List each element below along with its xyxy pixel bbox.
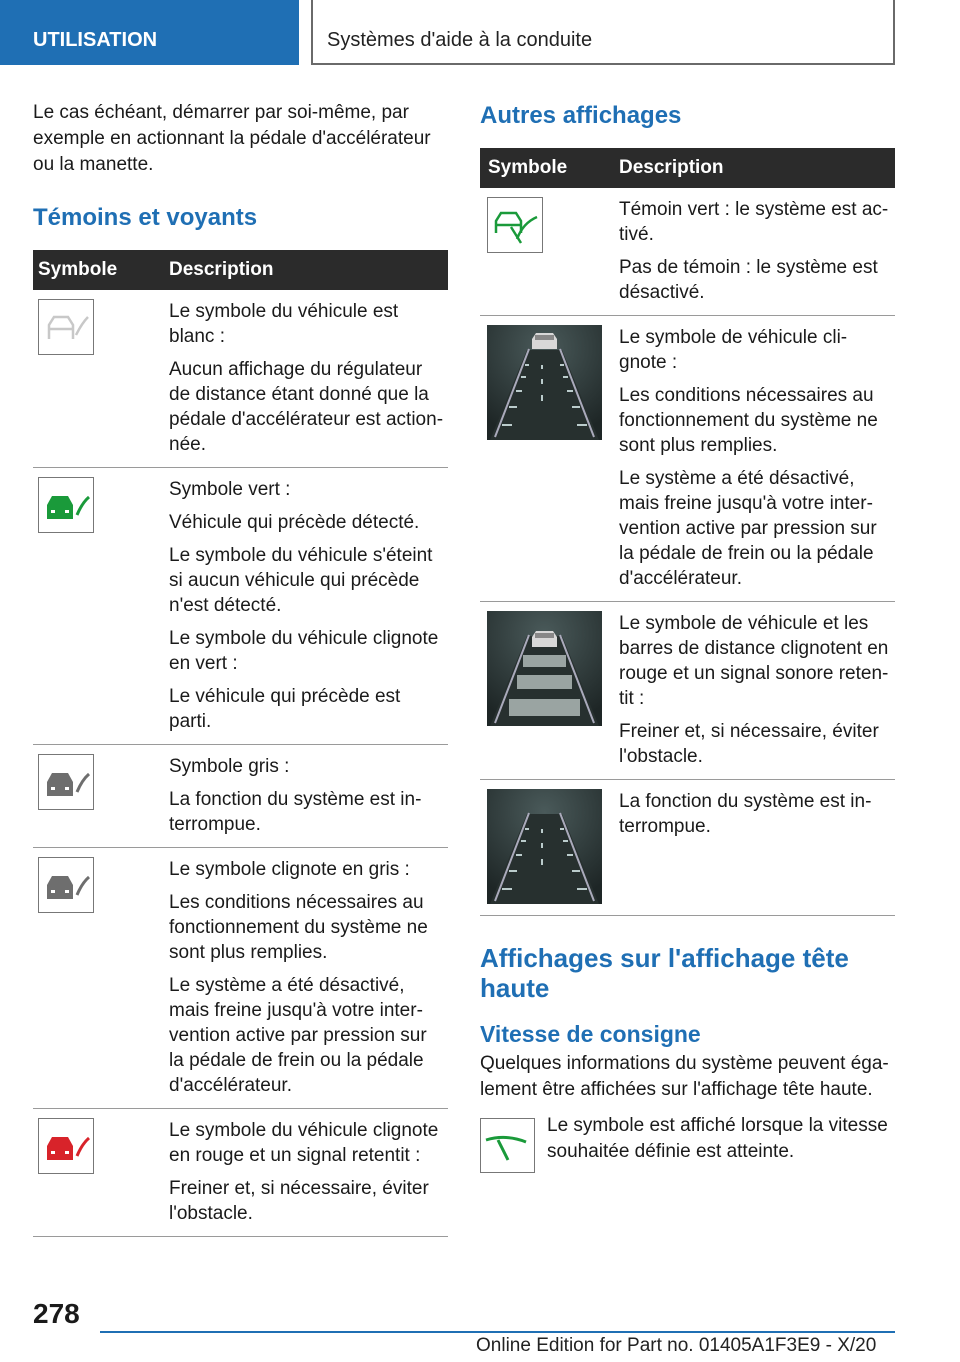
row-line: Pas de témoin : le système est désactivé. (619, 257, 878, 303)
row-line: Le système a été désactivé, mais freine jusqu'à votre inter-vention active par pression sur la pédale de frein ou la pédale d'accélérateur. (619, 468, 877, 589)
row-line: Le système a été désactivé, mais freine jusqu'à votre inter-vention active par pression sur la pédale de frein ou la pédale d'accélérateur. (169, 975, 427, 1096)
table-row (33, 468, 448, 745)
vehicle-blink-display-icon (487, 325, 602, 440)
row-line: Le symbole du véhicule s'éteint si aucun véhicule qui précède n'est détecté. (169, 545, 433, 616)
hud-note (480, 1113, 895, 1173)
col-header-description: Description (619, 148, 895, 188)
row-line: Freiner et, si nécessaire, éviter l'obstacle. (619, 721, 879, 767)
chapter-title: Systèmes d'aide à la conduite (327, 29, 593, 51)
right-column (480, 96, 895, 1173)
table-row (33, 745, 448, 848)
col-header-symbol: Symbole (33, 250, 169, 290)
table-row (33, 290, 448, 468)
row-line: Le symbole de véhicule cli-gnote : (619, 327, 848, 373)
table-row (480, 316, 895, 602)
row-line: La fonction du système est in-terrompue. (169, 789, 422, 835)
row-line: Le symbole du véhicule clignote en vert : (169, 628, 439, 674)
col-header-description: Description (169, 250, 448, 290)
section-title: UTILISATION (33, 29, 158, 51)
section-tab (0, 0, 299, 65)
vehicle-grey-blink-icon (38, 857, 94, 913)
chapter-tab (311, 0, 895, 65)
row-line: Véhicule qui précède détecté. (169, 512, 420, 533)
hud-note-text: Le symbole est affiché lorsque la vitesse souhaitée définie est atteinte. (547, 1115, 888, 1162)
footer-divider (100, 1331, 895, 1333)
table-row (33, 848, 448, 1109)
row-line: Symbole vert : (169, 479, 291, 500)
target-speed-icon (480, 1118, 535, 1173)
system-active-green-icon (487, 197, 543, 253)
heading-temoins: Témoins et voyants (33, 204, 258, 231)
temoins-table (33, 250, 448, 1237)
row-line: Témoin vert : le système est ac-tivé. (619, 199, 889, 245)
row-line: Freiner et, si nécessaire, éviter l'obstacle. (169, 1178, 429, 1224)
row-line: Le symbole du véhicule clignote en rouge et un signal retentit : (169, 1120, 439, 1166)
heading-vitesse: Vitesse de consigne (480, 1021, 701, 1047)
distance-bars-display-icon (487, 611, 602, 726)
table-row (480, 602, 895, 780)
intro-paragraph: Le cas échéant, démarrer par soi-même, par exemple en actionnant la pédale d'accélérateur ou la manette. (33, 102, 431, 175)
vehicle-red-icon (38, 1118, 94, 1174)
row-line: Le symbole clignote en gris : (169, 859, 410, 880)
autres-table (480, 148, 895, 916)
table-header-row (480, 148, 895, 188)
vehicle-white-icon (38, 299, 94, 355)
table-row (33, 1109, 448, 1237)
table-row (480, 188, 895, 316)
table-row (480, 780, 895, 916)
hud-paragraph: Quelques informations du système peuvent éga-lement être affichées sur l'affichage tête haute. (480, 1053, 889, 1100)
row-line: Le symbole de véhicule et les barres de distance clignotent en rouge et un signal sonore reten-tit : (619, 613, 889, 709)
row-line: Symbole gris : (169, 756, 290, 777)
row-line: La fonction du système est in-terrompue. (619, 791, 872, 837)
table-header-row (33, 250, 448, 290)
row-line: Aucun affichage du régulateur de distance étant donné que la pédale d'accélérateur est action-née. (169, 359, 444, 455)
row-line: Le véhicule qui précède est parti. (169, 686, 401, 732)
left-column (33, 100, 448, 1237)
heading-hud: Affichages sur l'affichage tête haute (480, 943, 849, 1003)
row-line: Les conditions nécessaires au fonctionnement du système ne sont plus remplies. (619, 385, 878, 456)
page-number: 278 (33, 1298, 80, 1329)
row-line: Les conditions nécessaires au fonctionnement du système ne sont plus remplies. (169, 892, 428, 963)
empty-lane-display-icon (487, 789, 602, 904)
col-header-symbol: Symbole (480, 148, 619, 188)
heading-autres: Autres affichages (480, 102, 682, 129)
vehicle-grey-icon (38, 754, 94, 810)
vehicle-green-icon (38, 477, 94, 533)
footer-edition: Online Edition for Part no. 01405A1F3E9 - X/20 (476, 1335, 877, 1356)
row-line: Le symbole du véhicule est blanc : (169, 301, 399, 347)
